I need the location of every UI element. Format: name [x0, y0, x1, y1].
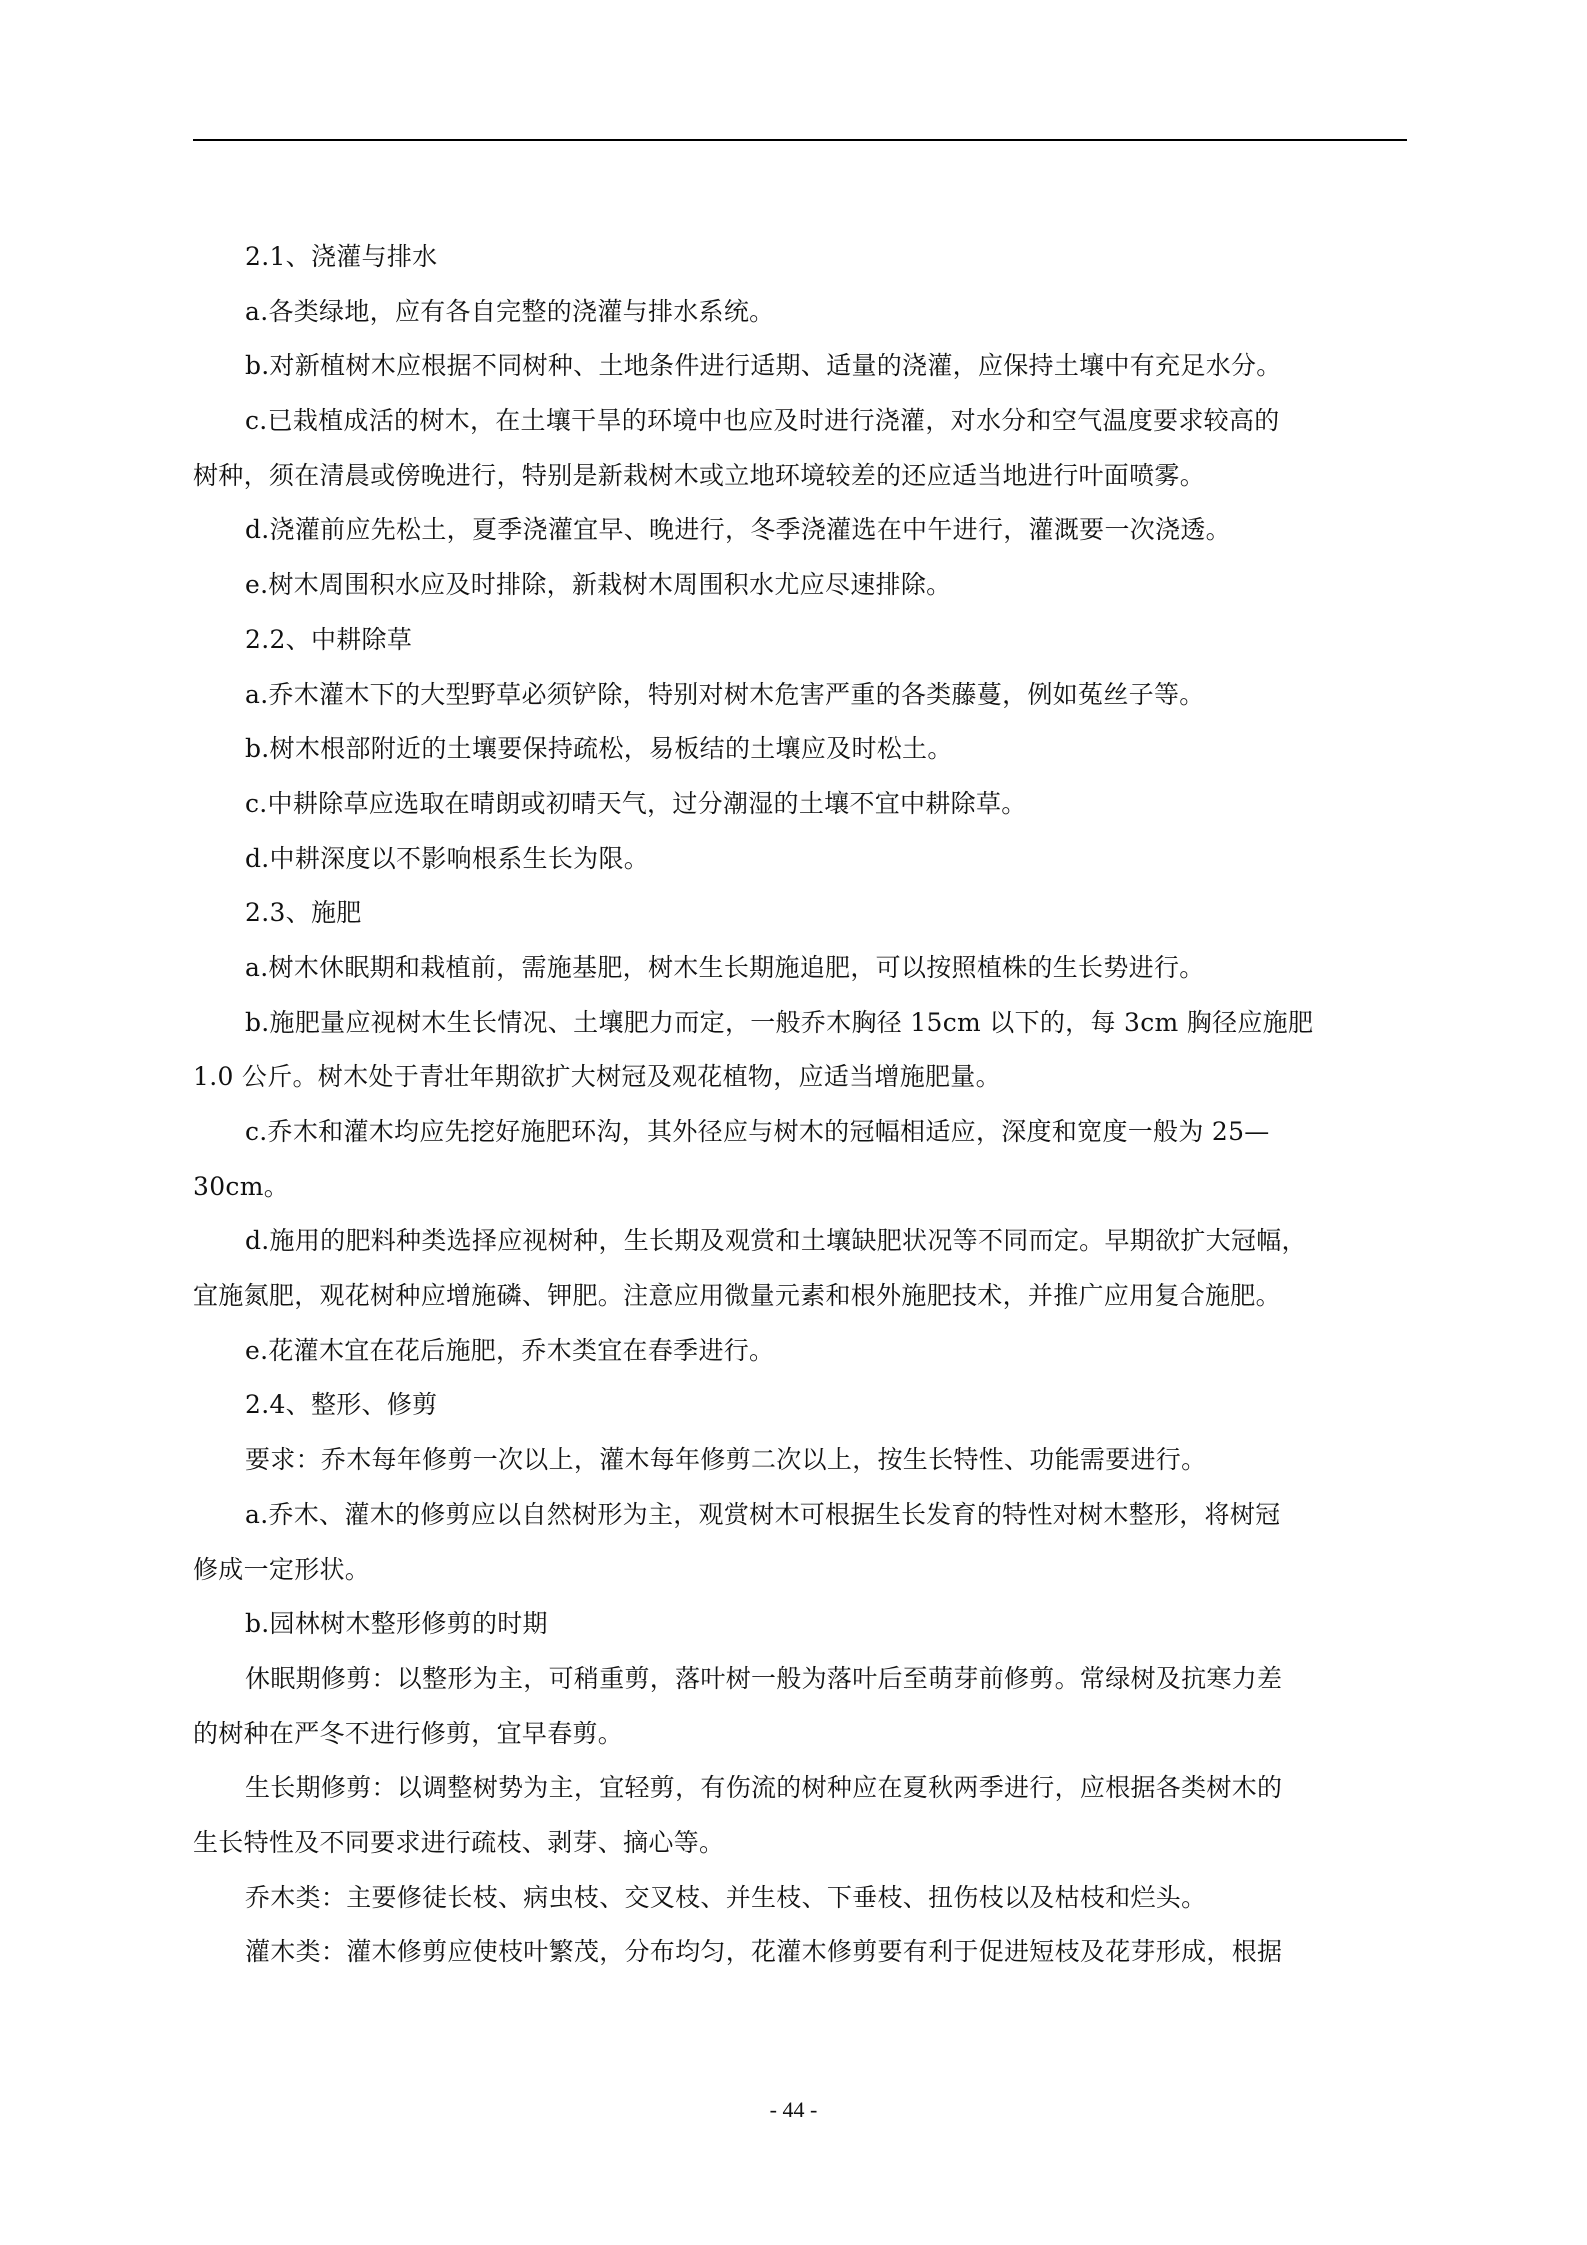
document-body	[193, 230, 1407, 1980]
text-line: b.园林树木整形修剪的时期	[245, 1609, 548, 1639]
text-line: b.对新植树木应根据不同树种、土地条件进行适期、适量的浇灌，应保持土壤中有充足水分。	[245, 351, 1282, 381]
text-line: e.花灌木宜在花后施肥，乔木类宜在春季进行。	[245, 1335, 775, 1365]
text-line: d.中耕深度以不影响根系生长为限。	[245, 843, 650, 873]
text-line: a.各类绿地，应有各自完整的浇灌与排水系统。	[245, 296, 775, 326]
text-line: 生长期修剪：以调整树势为主，宜轻剪，有伤流的树种应在夏秋两季进行，应根据各类树木的	[245, 1773, 1283, 1803]
text-line: 灌木类：灌木修剪应使枝叶繁茂，分布均匀，花灌木修剪要有利于促进短枝及花芽形成，根据	[245, 1937, 1283, 1967]
text-line: 的树种在严冬不进行修剪，宜早春剪。	[193, 1718, 624, 1748]
text-line: d.浇灌前应先松土，夏季浇灌宜早、晚进行，冬季浇灌选在中午进行，灌溉要一次浇透。	[245, 515, 1231, 545]
text-line: 宜施氮肥，观花树种应增施磷、钾肥。注意应用微量元素和根外施肥技术，并推广应用复合施肥。	[193, 1281, 1281, 1311]
text-line: 2.2、中耕除草	[245, 624, 413, 654]
text-line: 生长特性及不同要求进行疏枝、剥芽、摘心等。	[193, 1827, 725, 1857]
text-line: 修成一定形状。	[193, 1554, 371, 1584]
text-line: a.乔木、灌木的修剪应以自然树形为主，观赏树木可根据生长发育的特性对树木整形，将树冠	[245, 1499, 1281, 1529]
text-line: b.施肥量应视树木生长情况、土壤肥力而定，一般乔木胸径 15cm 以下的，每 3cm 胸径应施肥	[245, 1007, 1314, 1037]
text-line: b.树木根部附近的土壤要保持疏松，易板结的土壤应及时松土。	[245, 734, 953, 764]
text-line: 休眠期修剪：以整形为主，可稍重剪，落叶树一般为落叶后至萌芽前修剪。常绿树及抗寒力差	[245, 1663, 1283, 1693]
text-line: e.树木周围积水应及时排除，新栽树木周围积水尤应尽速排除。	[245, 570, 952, 600]
header-rule	[193, 139, 1407, 141]
text-line: 乔木类：主要修徒长枝、病虫枝、交叉枝、并生枝、下垂枝、扭伤枝以及枯枝和烂头。	[245, 1882, 1207, 1912]
text-line: c.已栽植成活的树木，在土壤干旱的环境中也应及时进行浇灌，对水分和空气温度要求较高的	[245, 406, 1280, 436]
text-line: 要求：乔木每年修剪一次以上，灌木每年修剪二次以上，按生长特性、功能需要进行。	[245, 1445, 1207, 1475]
text-line: c.乔木和灌木均应先挖好施肥环沟，其外径应与树木的冠幅相适应，深度和宽度一般为 25—	[245, 1117, 1270, 1146]
text-line: 30cm。	[193, 1171, 290, 1201]
text-line: c.中耕除草应选取在晴朗或初晴天气，过分潮湿的土壤不宜中耕除草。	[245, 788, 1027, 818]
text-line: d.施用的肥料种类选择应视树种，生长期及观赏和土壤缺肥状况等不同而定。早期欲扩大冠幅，	[245, 1226, 1307, 1256]
text-line: 1.0 公斤。树木处于青壮年期欲扩大树冠及观花植物，应适当增施肥量。	[193, 1062, 1001, 1092]
text-line: a.乔木灌木下的大型野草必须铲除，特别对树木危害严重的各类藤蔓，例如菟丝子等。	[245, 679, 1205, 709]
text-line: 2.3、施肥	[245, 898, 362, 928]
page-number: - 44 -	[769, 2097, 818, 2122]
text-line: 2.4、整形、修剪	[245, 1390, 438, 1420]
text-line: 2.1、浇灌与排水	[245, 242, 438, 271]
text-line: a.树木休眠期和栽植前，需施基肥，树木生长期施追肥，可以按照植株的生长势进行。	[245, 952, 1205, 982]
text-line: 树种，须在清晨或傍晚进行，特别是新栽树木或立地环境较差的还应适当地进行叶面喷雾。	[193, 460, 1206, 490]
